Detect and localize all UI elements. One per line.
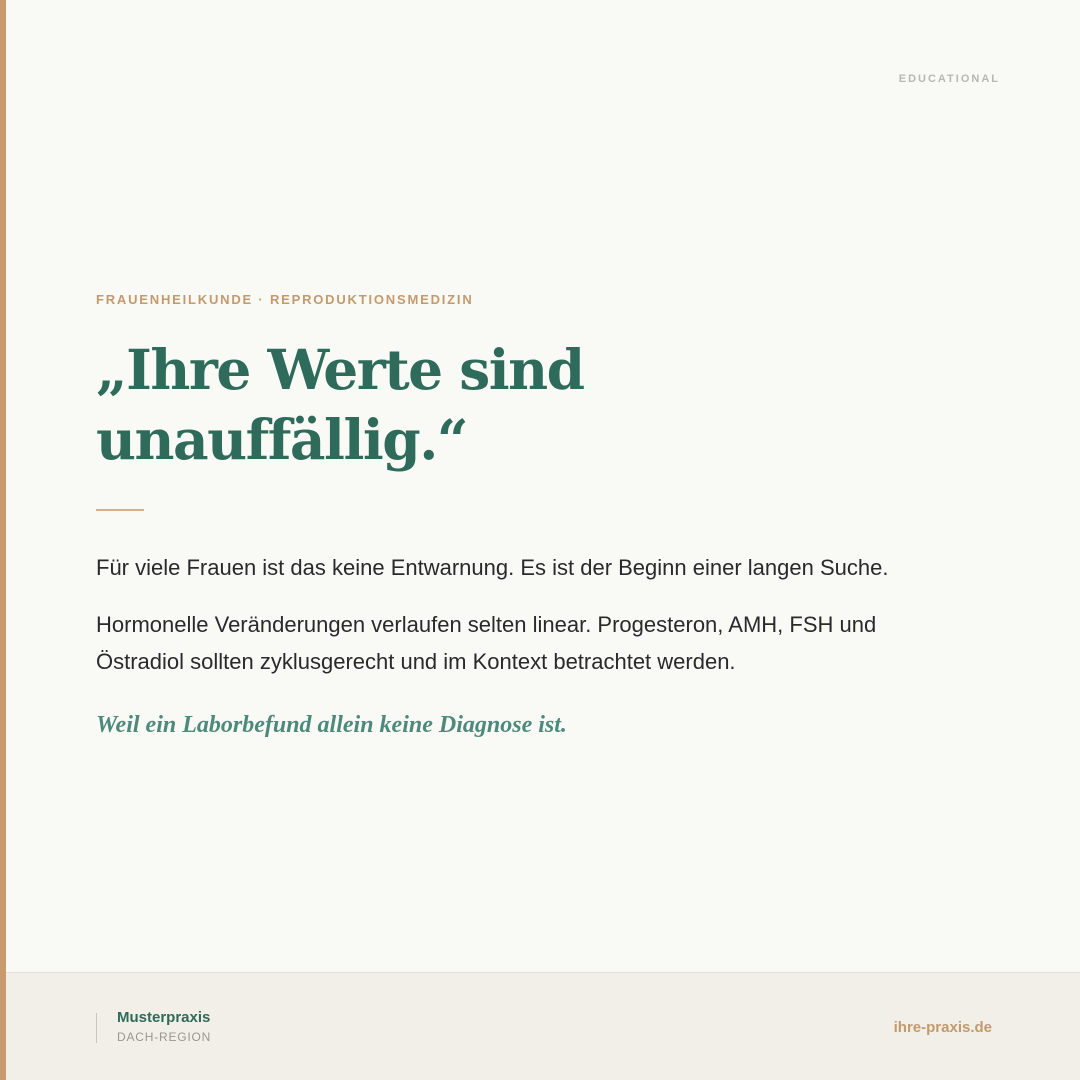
footer <box>6 972 1080 1080</box>
main-content <box>96 292 916 739</box>
left-accent-bar <box>0 0 6 1080</box>
website-link[interactable]: ihre-praxis.de <box>893 1019 992 1036</box>
eyebrow-label: FRAUENHEILKUNDE · REPRODUKTIONSMEDIZIN <box>96 292 474 307</box>
brand-block <box>96 1009 212 1044</box>
brand-name: Musterpraxis <box>117 1009 211 1026</box>
closing-quote: Weil ein Laborbefund allein keine Diagnose ist. <box>96 712 567 738</box>
category-tag: EDUCATIONAL <box>898 73 1000 85</box>
body-paragraph-2: Hormonelle Veränderungen verlaufen selten linear. Progesteron, AMH, FSH und Östradiol sollten zyklusgerecht und im Kontext betrachtet werden. <box>96 612 877 674</box>
headline: „Ihre Werte sind unauffällig.“ <box>96 337 584 472</box>
divider <box>96 509 144 511</box>
body-paragraph-1: Für viele Frauen ist das keine Entwarnung. Es ist der Beginn einer langen Suche. <box>96 555 889 580</box>
brand-region: DACH-REGION <box>117 1030 212 1044</box>
